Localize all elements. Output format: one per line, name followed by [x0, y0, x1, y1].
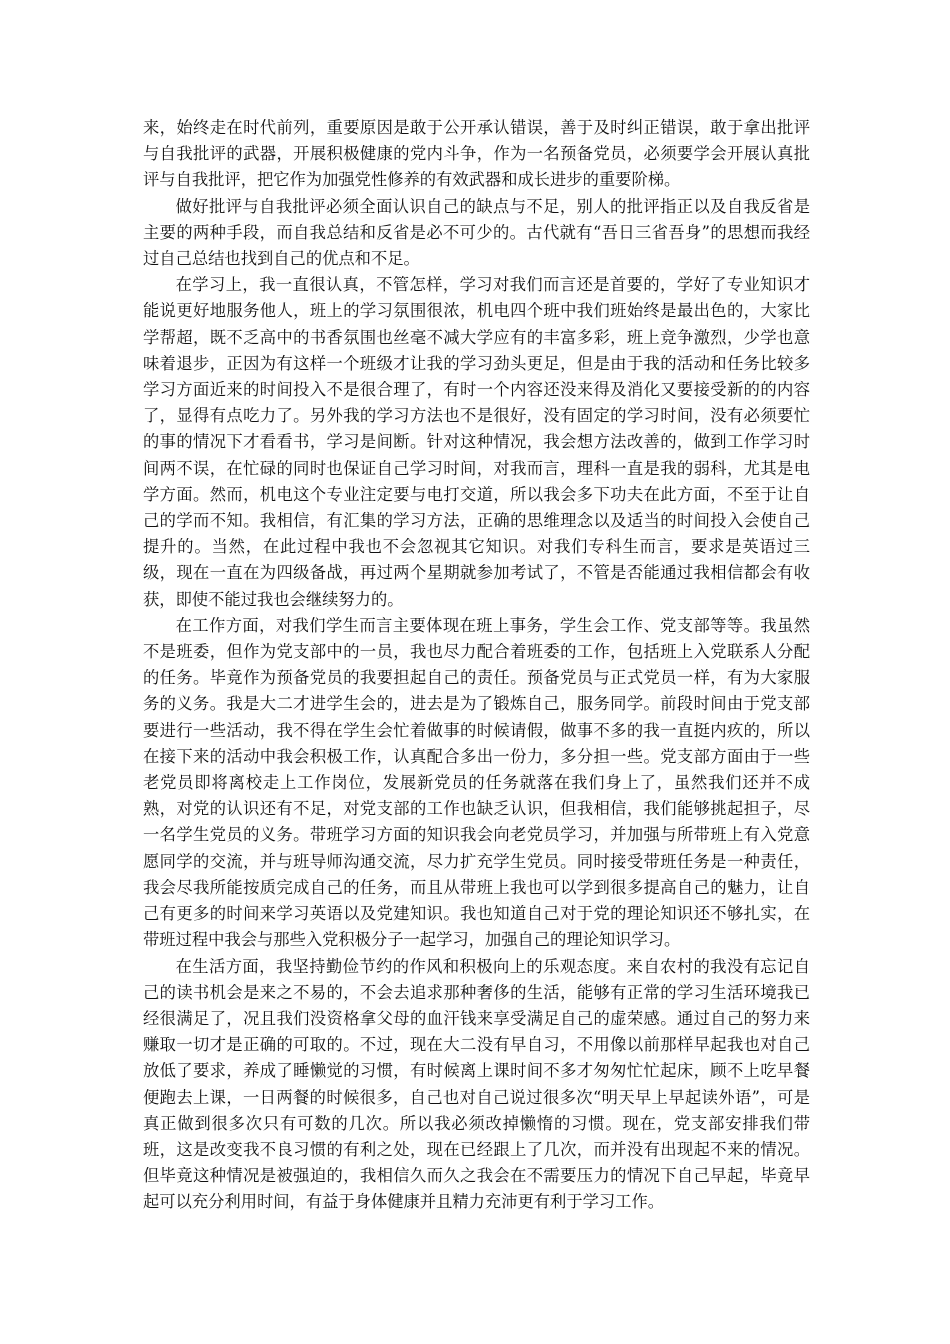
paragraph-continuation: 来，始终走在时代前列，重要原因是敢于公开承认错误，善于及时纠正错误，敢于拿出批评与自我批评的武器，开展积极健康的党内斗争，作为一名预备党员，必须要学会开展认真批评与自我批评，把它作为加强党性修养的有效武器和成长进步的重要阶梯。	[143, 118, 810, 190]
paragraph-work: 在工作方面，对我们学生而言主要体现在班上事务，学生会工作、党支部等等。我虽然不是班委，但作为党支部中的一员，我也尽力配合着班委的工作，包括班上入党联系人分配的任务。毕竟作为预备党员的我要担起自己的责任。预备党员与正式党员一样，有为大家服务的义务。我是大二才进学生会的，进去是为了锻炼自己，服务同学。前段时间由于党支部要进行一些活动，我不得在学生会忙着做事的时候请假，做事不多的我一直挺内疚的，所以在接下来的活动中我会积极工作，认真配合多出一份力，多分担一些。党支部方面由于一些老党员即将离校走上工作岗位，发展新党员的任务就落在我们身上了，虽然我们还并不成熟，对党的认识还有不足，对党支部的工作也缺乏认识，但我相信，我们能够挑起担子，尽一名学生党员的义务。带班学习方面的知识我会向老党员学习，并加强与所带班上有入党意愿同学的交流，并与班导师沟通交流，尽力扩充学生党员。同时接受带班任务是一种责任，我会尽我所能按质完成自己的任务，而且从带班上我也可以学到很多提高自己的魅力，让自己有更多的时间来学习英语以及党建知识。我也知道自己对于党的理论知识还不够扎实，在带班过程中我会与那些入党积极分子一起学习，加强自己的理论知识学习。	[143, 615, 810, 950]
document-body	[143, 115, 810, 1216]
paragraph-life: 在生活方面，我坚持勤俭节约的作风和积极向上的乐观态度。来自农村的我没有忘记自己的读书机会是来之不易的，不会去追求那种奢侈的生活，能够有正常的学习生活环境我已经很满足了，况且我们没资格拿父母的血汗钱来享受满足自己的虚荣感。通过自己的努力来赚取一切才是正确的可取的。不过，现在大二没有早自习，不用像以前那样早起我也对自己放低了要求，养成了睡懒觉的习惯，有时候离上课时间不多才匆匆忙忙起床，顾不上吃早餐便跑去上课，一日两餐的时候很多，自己也对自己说过很多次“明天早上早起读外语”，可是真正做到很多次只有可数的几次。所以我必须改掉懒惰的习惯。现在，党支部安排我们带班，这是改变我不良习惯的有利之处，现在已经跟上了几次，而并没有出现起不来的情况。但毕竟这种情况是被强迫的，我相信久而久之我会在不需要压力的情况下自己早起，毕竟早起可以充分利用时间，有益于身体健康并且精力充沛更有利于学习工作。	[143, 956, 810, 1212]
paragraph-self-criticism: 做好批评与自我批评必须全面认识自己的缺点与不足，别人的批评指正以及自我反省是主要的两种手段，而自我总结和反省是必不可少的。古代就有“吾日三省吾身”的思想而我经过自己总结也找到自己的优点和不足。	[143, 196, 810, 269]
paragraph-study: 在学习上，我一直很认真，不管怎样，学习对我们而言还是首要的，学好了专业知识才能说更好地服务他人，班上的学习氛围很浓，机电四个班中我们班始终是最出色的，大家比学帮超，既不乏高中的书香氛围也丝毫不减大学应有的丰富多彩，班上竞争激烈，少学也意味着退步，正因为有这样一个班级才让我的学习劲头更足，但是由于我的活动和任务比较多学习方面近来的时间投入不是很合理了，有时一个内容还没来得及消化又要接受新的的内容了，显得有点吃力了。另外我的学习方法也不是很好，没有固定的学习时间，没有必须要忙的事的情况下才看看书，学习是间断。针对这种情况，我会想方法改善的，做到工作学习时间两不误，在忙碌的同时也保证自己学习时间，对我而言，理科一直是我的弱科，尤其是电学方面。然而，机电这个专业注定要与电打交道，所以我会多下功夫在此方面，不至于让自己的学而不知。我相信，有汇集的学习方法，正确的思维理念以及适当的时间投入会使自己提升的。当然，在此过程中我也不会忽视其它知识。对我们专科生而言，要求是英语过三级，现在一直在为四级备战，再过两个星期就参加考试了，不管是否能通过我相信都会有收获，即使不能过我也会继续努力的。	[143, 275, 810, 609]
